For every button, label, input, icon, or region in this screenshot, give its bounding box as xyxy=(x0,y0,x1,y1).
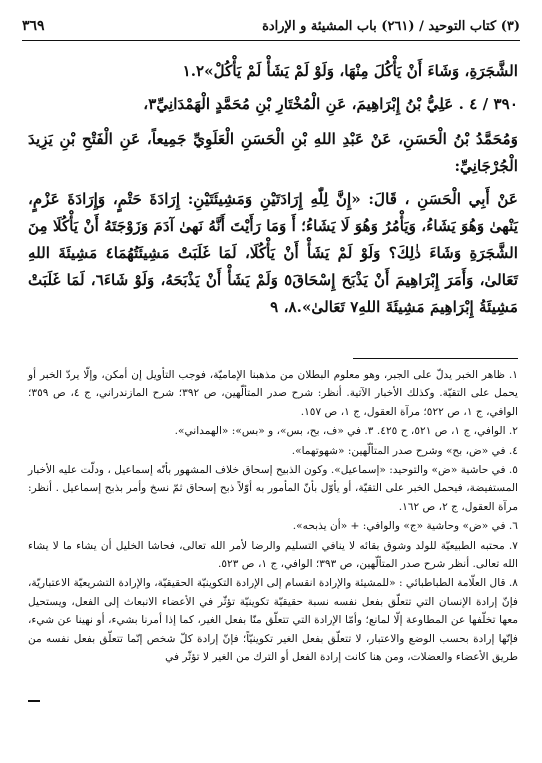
page-number: ٣٦٩ xyxy=(22,18,45,34)
header-rule xyxy=(22,40,520,41)
footnote: ٤. في «ض، بح» وشرح صدر المتألّهين: «شهوتهما». xyxy=(291,444,518,457)
footnote: ١. ظاهر الخبر يدلّ على الجبر، وهو معلوم البطلان من مذهبنا الإماميّة، فوجب التأويل إن أمكن، وإلّا يردّ الخبر أو يحمل على التقيّة. وكذلك الأخبار الآتية. أنظر: شرح صدر المتألّهين، ص ٣٩٢؛ شرح المازندراني، ج ٤، ص ٣٥٩؛ الوافي، ج ١، ص ٥٢٢؛ مرآة العقول، ج ١، ص ١٥٧. xyxy=(28,369,519,418)
footnote: ٢. الوافي، ج ١، ص ٥٢١، ح ٤٢٥. ٣. في «ف، بح، بس»، و «بس»: «الهمداني». xyxy=(174,425,518,438)
hadith-body: عَنْ أَبِي الْحَسَنِ ، قَالَ: «إِنَّ لِلّٰهِ إِرَادَتَيْنِ وَمَشِيئَتَيْنِ: إِرَادَةَ حَتْمٍ، وَإِرَادَةَ عَزْمٍ، يَنْهىٰ وَهُوَ يَشَاءُ، وَيَأْمُرُ وَهُوَ لَا يَشَاءُ؛ أَ وَمَا رَأَيْتَ أَنَّهُ نَهىٰ آدَمَ وَزَوْجَتَهُ أَنْ يَأْكُلَا مِنَ الشَّجَرَةِ وَشَاءَ ذٰلِكَ؟ وَلَوْ لَمْ يَشَأْ أَنْ يَأْكُلَا، لَمَا غَلَبَتْ مَشِيئَتُهُمَا٤ مَشِيئَةَ اللهِ تَعَالىٰ، وَأَمَرَ إِبْرَاهِيمَ أَنْ يَذْبَحَ إِسْحَاقَ٥ وَلَمْ يَشَأْ أَنْ يَذْبَحَهُ، وَلَوْ شَاءَ٦، لَمَا غَلَبَتْ مَشِيئَةُ إِبْرَاهِيمَ مَشِيئَةَ اللهِ٧ تَعَالىٰ».٨، ٩ xyxy=(28,190,518,316)
hadith-reference: ٣٩٠ / ٤ . عَلِيُّ بْنُ إِبْرَاهِيمَ، عَنِ الْمُخْتَارِ بْنِ مُحَمَّدٍ الْهَمْدَانِيِّ٣، xyxy=(143,95,518,113)
footnote-separator xyxy=(353,358,518,359)
page-header xyxy=(22,14,520,38)
footnote: ٦. في «ض» وحاشية «ج» والوافي: + «أن يذبحه». xyxy=(292,520,518,533)
footnote: ٥. في حاشية «ض» والتوحيد: «إسماعيل». وكون الذبيح إسحاق خلاف المشهور بأنّه إسماعيل ، ودلّت عليه الأخبار المستفيضة، فيحمل الخبر على التقيّة، أو يأوّل بأنّ المأمور به أوّلاً ذبح إسحاق ثمّ نسخ وأمر بذبح إسماعيل . أنظر: مرآة العقول، ج ٢، ص ١٦٢. xyxy=(28,464,518,513)
hadith-text xyxy=(28,58,518,343)
main-paragraph: الشَّجَرَةِ، وَشَاءَ أَنْ يَأْكُلَ مِنْهَا، وَلَوْ لَمْ يَشَأْ لَمْ يَأْكُلْ»١.٢ xyxy=(182,62,518,80)
footnotes xyxy=(28,366,518,698)
footnote: ٨. قال العلّامة الطباطبائي : «للمشيئة والإرادة انقسام إلى الإرادة التكوينيّة الحقيقيّة، والإرادة التشريعيّة الاعتباريّة، فإنّ إرادة الإنسان التي تتعلّق بفعل نفسه نسبة حقيقيّة تكوينيّة تؤثّر في الأعضاء الانبعاث إلى الفعل، ويستحيل معها تخلّفها عن المطاوعة إلّا لمانع؛ وأمّا الإرادة التي تتعلّق منّا بفعل الغير، كما إذا أمرنا بشيء، أو نهينا عن شيء، فإنّها إرادة بحسب الوضع والاعتبار، لا تتعلّق بفعل الغير تكوينيّاً؛ فإنّ إرادة كلّ شخص إنّما تتعلّق بفعل نفسه من طريق الأعضاء والعضلات، ومن هنا كانت إرادة الفعل أو الترك من الغير لا تؤثّر في xyxy=(28,577,518,664)
running-title: (٣) كتاب التوحيد / (٢٦١) باب المشيئة و الإرادة xyxy=(262,18,520,34)
isnad-line: وَمُحَمَّدُ بْنُ الْحَسَنِ، عَنْ عَبْدِ اللهِ بْنِ الْحَسَنِ الْعَلَوِيِّ جَمِيعاً، عَنِ الْفَتْحِ بْنِ يَزِيدَ الْجُرْجَانِيِّ: xyxy=(28,130,518,175)
continuation-mark xyxy=(28,700,40,702)
footnote: ٧. محتبه الطبيعيّة للولد وشوق بقائه لا ينافي التسليم والرضا لأمر الله تعالى، فحاشا الخليل أن يشاء ما لا يشاء الله تعالى. أنظر شرح صدر المتألّهين، ص ٣٩٣؛ الوافي، ج ١، ص ٥٢٣. xyxy=(28,539,518,571)
